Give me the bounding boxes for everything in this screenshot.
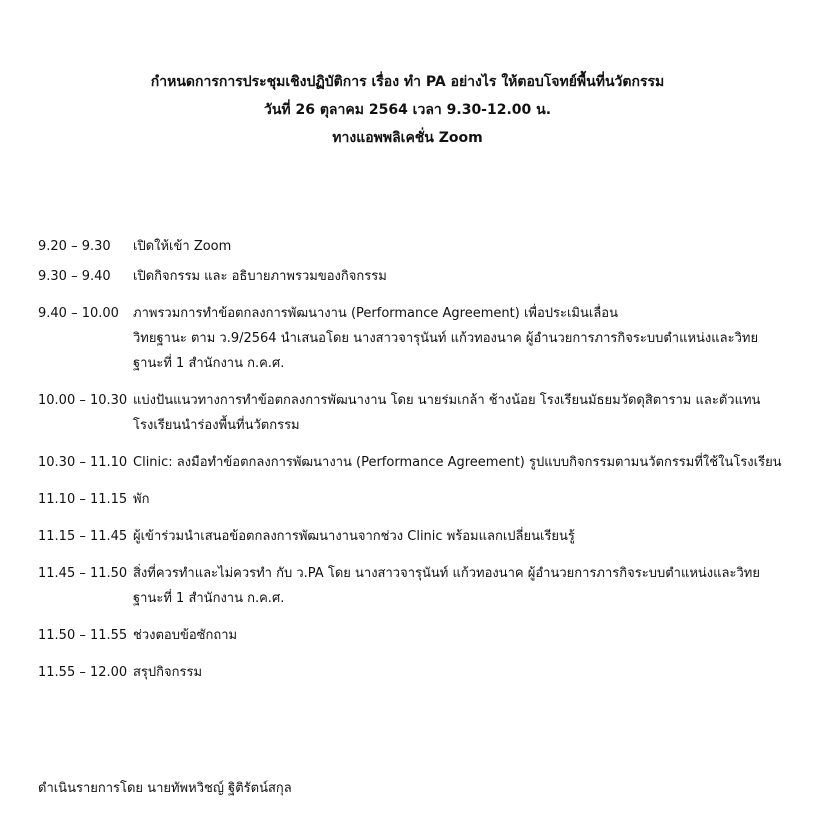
schedule-description-line: ฐานะที่ 1 สำนักงาน ก.ค.ศ.	[133, 356, 285, 371]
schedule-description	[133, 388, 798, 438]
schedule-time: 9.20 – 9.30	[38, 239, 111, 254]
schedule-description	[133, 660, 798, 685]
event-platform: ทางแอพพลิเคชั่น Zoom	[332, 130, 483, 146]
schedule-description	[133, 623, 798, 648]
schedule-description-line: สรุปกิจกรรม	[133, 665, 203, 680]
schedule-time: 11.55 – 12.00	[38, 665, 128, 680]
schedule-row	[38, 234, 798, 259]
schedule-description-line: สิ่งที่ควรทำและไม่ควรทำ กับ ว.PA โดย นางสาวจารุนันท์ แก้วทองนาค ผู้อำนวยการภารกิจระบบตำแหน่งและวิทย	[133, 566, 760, 581]
schedule-description	[133, 234, 798, 259]
schedule-row	[38, 561, 798, 611]
schedule-description-line: Clinic: ลงมือทำข้อตกลงการพัฒนางาน (Performance Agreement) รูปแบบกิจกรรมตามนวัตกรรมที่ใช้ในโรงเรียน	[133, 455, 782, 470]
schedule-time: 11.10 – 11.15	[38, 492, 128, 507]
schedule-description-line: เปิดให้เข้า Zoom	[133, 239, 232, 254]
schedule-description-line: เปิดกิจกรรม และ อธิบายภาพรวมของกิจกรรม	[133, 269, 387, 284]
schedule-description	[133, 487, 798, 512]
schedule-description	[133, 450, 798, 475]
schedule-description-line: วิทยฐานะ ตาม ว.9/2564 นำเสนอโดย นางสาวจารุนันท์ แก้วทองนาค ผู้อำนวยการภารกิจระบบตำแหน่งและวิทย	[133, 331, 759, 346]
schedule-description-line: แบ่งปันแนวทางการทำข้อตกลงการพัฒนางาน โดย นายร่มเกล้า ช้างน้อย โรงเรียนมัธยมวัดดุสิตาราม และตัวแทน	[133, 393, 761, 408]
schedule-description-line: ฐานะที่ 1 สำนักงาน ก.ค.ศ.	[133, 591, 285, 606]
schedule-row	[38, 264, 798, 289]
moderator-line: ดำเนินรายการโดย นายทัพหวิชญ์ ฐิติรัตน์สกุล	[38, 781, 292, 796]
schedule-description-line: พัก	[133, 492, 150, 507]
schedule-time: 11.45 – 11.50	[38, 566, 128, 581]
schedule-list	[38, 222, 798, 685]
event-date-time: วันที่ 26 ตุลาคม 2564 เวลา 9.30-12.00 น.	[263, 102, 552, 118]
schedule-description-line: ผู้เข้าร่วมนำเสนอข้อตกลงการพัฒนางานจากช่วง Clinic พร้อมแลกเปลี่ยนเรียนรู้	[133, 529, 575, 544]
schedule-description-line: ภาพรวมการทำข้อตกลงการพัฒนางาน (Performance Agreement) เพื่อประเมินเลื่อน	[133, 306, 618, 321]
schedule-description	[133, 264, 798, 289]
schedule-time: 11.15 – 11.45	[38, 529, 128, 544]
schedule-time: 9.40 – 10.00	[38, 306, 119, 321]
document-title: กำหนดการการประชุมเชิงปฏิบัติการ เรื่อง ทำ PA อย่างไร ให้ตอบโจทย์พื้นที่นวัตกรรม	[150, 74, 665, 90]
document-header	[0, 68, 815, 152]
schedule-time: 10.00 – 10.30	[38, 393, 128, 408]
schedule-description	[133, 301, 798, 376]
schedule-description-line: ช่วงตอบข้อซักถาม	[133, 628, 238, 643]
schedule-row	[38, 450, 798, 475]
schedule-row	[38, 660, 798, 685]
schedule-time: 10.30 – 11.10	[38, 455, 128, 470]
schedule-time: 9.30 – 9.40	[38, 269, 111, 284]
schedule-row	[38, 388, 798, 438]
schedule-row	[38, 487, 798, 512]
schedule-time: 11.50 – 11.55	[38, 628, 128, 643]
schedule-row	[38, 301, 798, 376]
schedule-description	[133, 561, 798, 611]
schedule-row	[38, 623, 798, 648]
schedule-description-line: โรงเรียนนำร่องพื้นที่นวัตกรรม	[133, 418, 300, 433]
schedule-row	[38, 524, 798, 549]
schedule-description	[133, 524, 798, 549]
